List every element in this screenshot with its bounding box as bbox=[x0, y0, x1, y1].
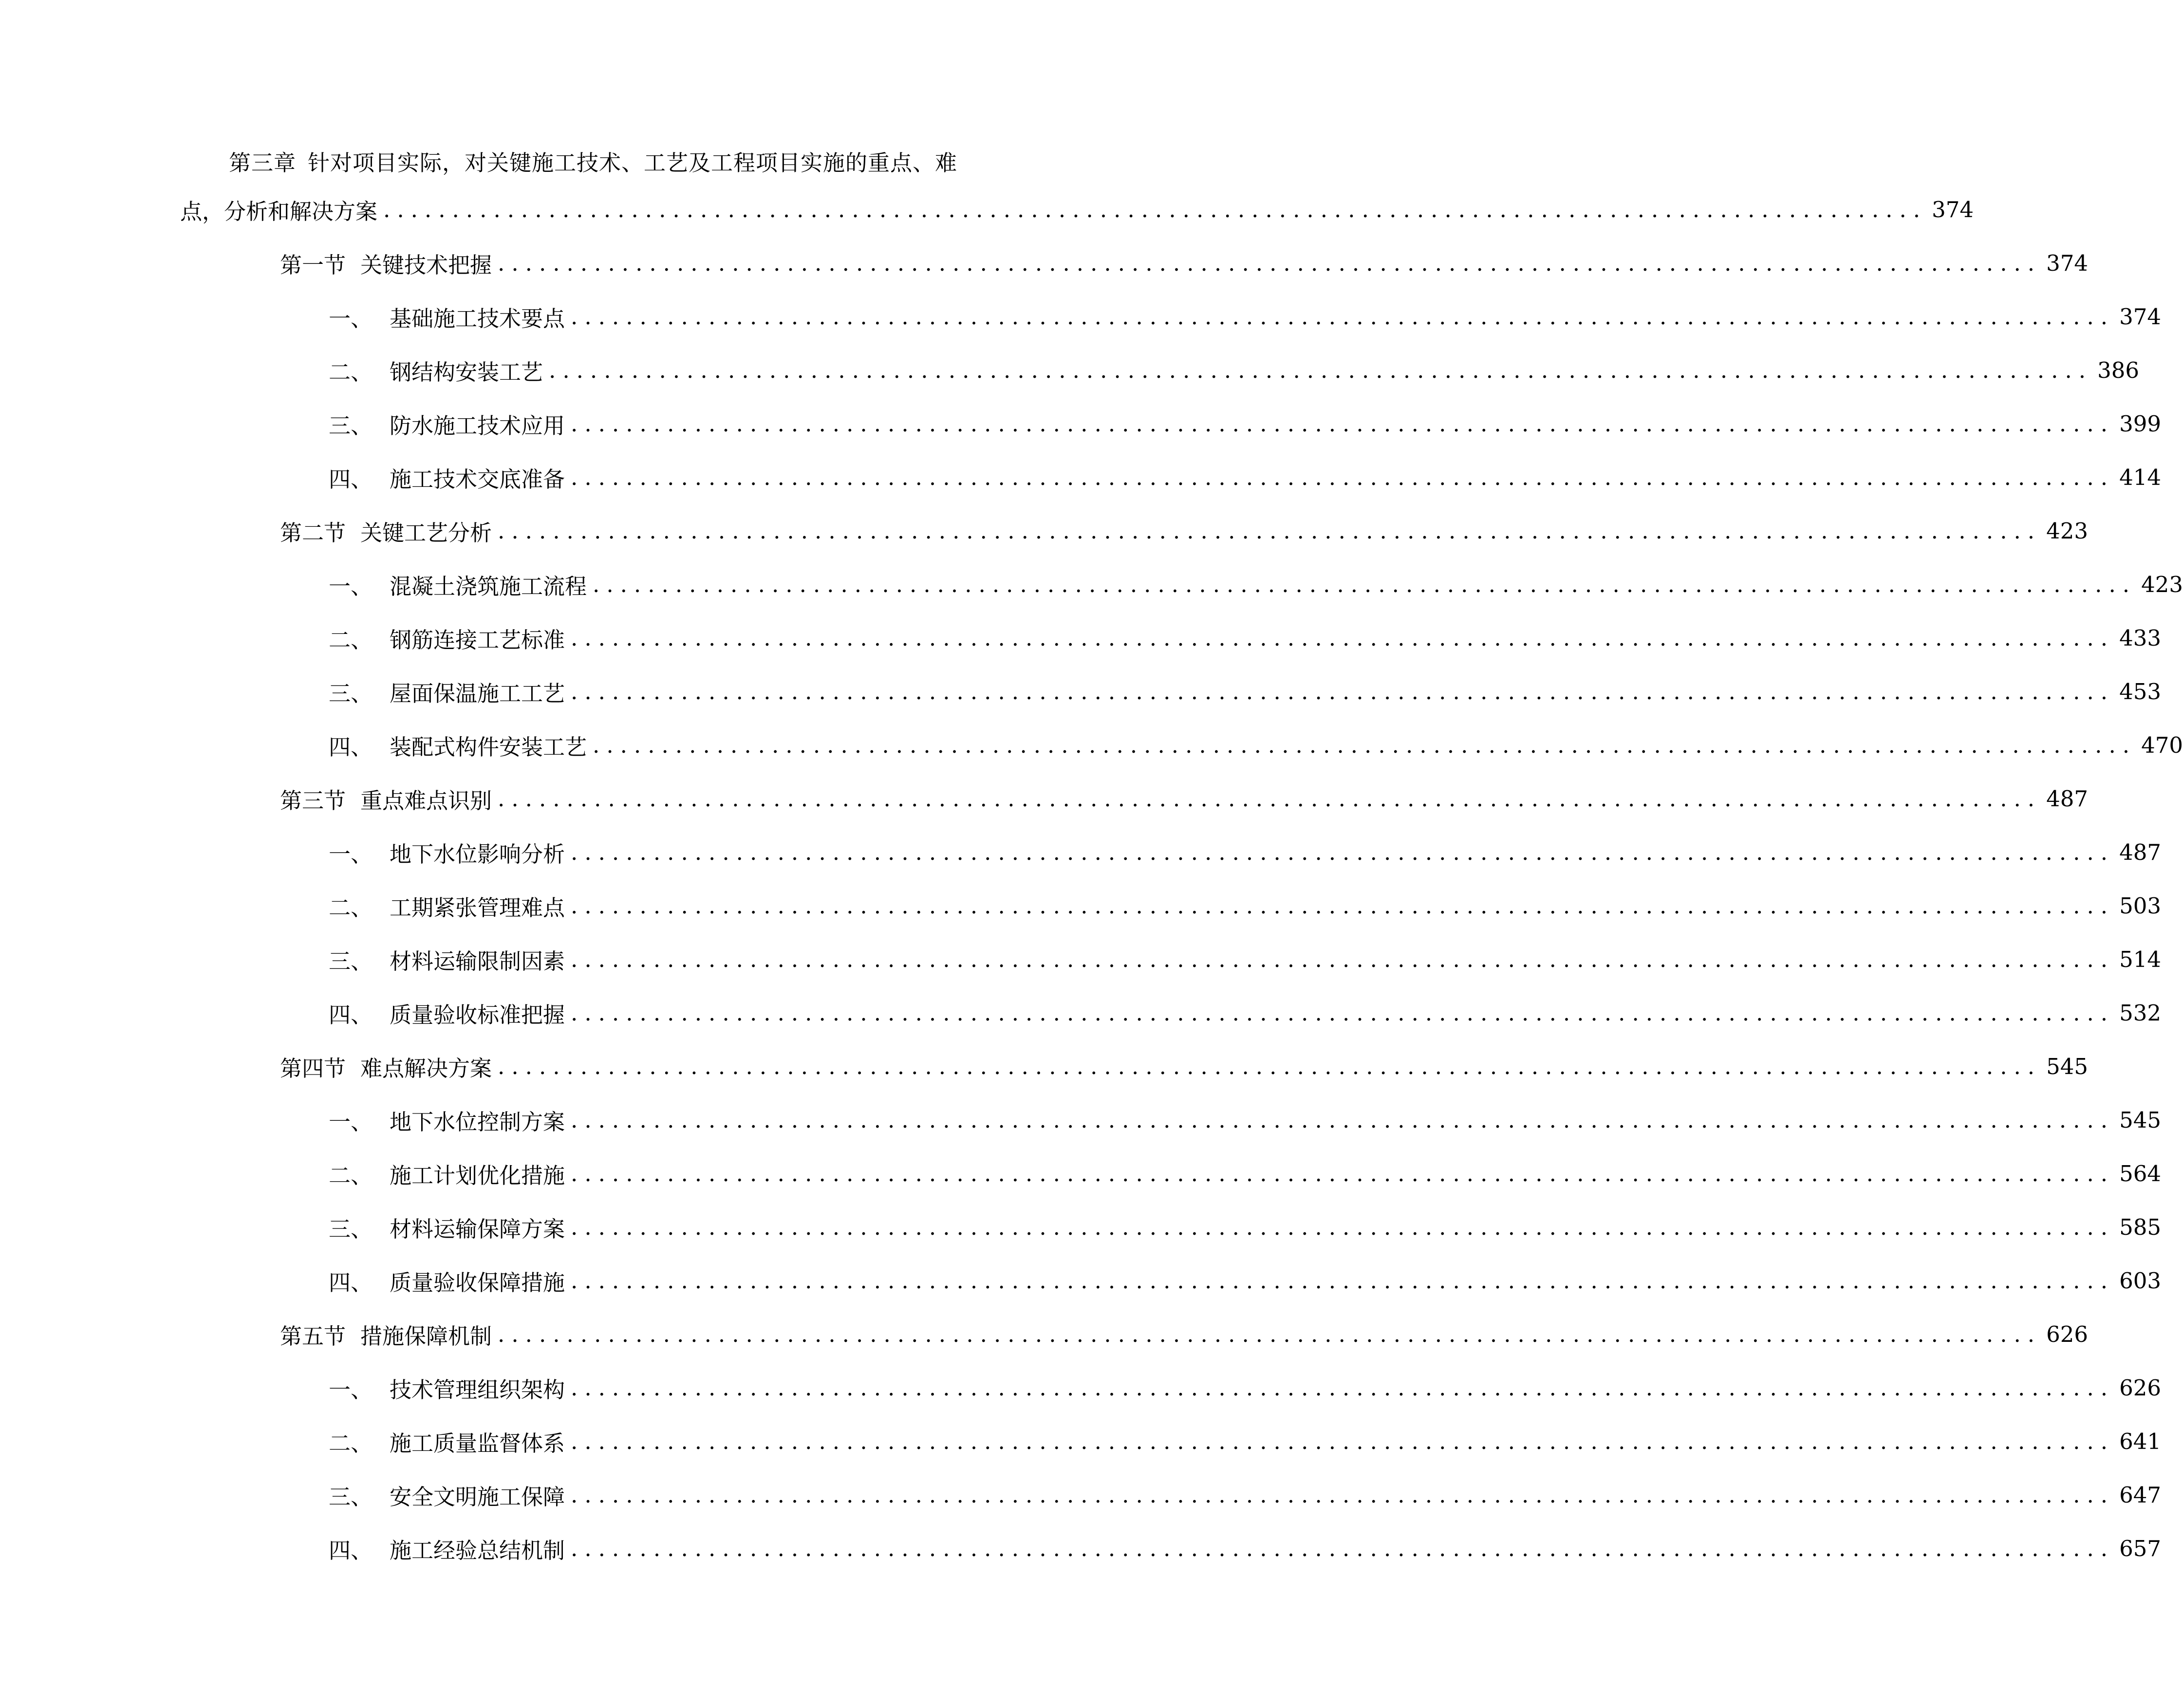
section-number: 第二节 bbox=[280, 520, 346, 546]
section-toc-entry[interactable] bbox=[280, 1312, 2089, 1356]
dot-leader: ................................................................................................................ bbox=[571, 839, 2115, 865]
dot-leader: ................................................................................................................ bbox=[498, 518, 2042, 544]
item-title: 地下水位控制方案 bbox=[390, 1109, 565, 1135]
dot-leader: ................................................................................................................ bbox=[571, 1000, 2115, 1026]
item-toc-entry[interactable] bbox=[329, 1205, 2161, 1249]
section-page-number: 423 bbox=[2046, 518, 2089, 544]
dot-leader: ................................................................................................................ bbox=[571, 946, 2115, 972]
section-number: 第四节 bbox=[280, 1055, 346, 1081]
item-title: 屋面保温施工工艺 bbox=[390, 680, 565, 706]
item-title: 质量验收标准把握 bbox=[390, 1002, 565, 1028]
dot-leader: ................................................................................................................ bbox=[498, 250, 2042, 276]
dot-leader: ................................................................................................................ bbox=[571, 892, 2115, 919]
section-title: 关键技术把握 bbox=[360, 252, 492, 278]
item-toc-entry[interactable] bbox=[329, 669, 2161, 713]
item-page-number: 585 bbox=[2119, 1214, 2161, 1240]
item-title: 材料运输保障方案 bbox=[390, 1216, 565, 1242]
item-page-number: 532 bbox=[2119, 1000, 2161, 1026]
item-toc-entry[interactable] bbox=[329, 1419, 2161, 1463]
item-toc-entry[interactable] bbox=[329, 723, 2183, 767]
item-page-number: 423 bbox=[2141, 571, 2183, 597]
item-toc-entry[interactable] bbox=[329, 1151, 2161, 1195]
item-number: 三、 bbox=[329, 1484, 373, 1510]
dot-leader: ................................................................................................................ bbox=[571, 1107, 2115, 1133]
dot-leader: ................................................................................................................ bbox=[593, 571, 2137, 597]
item-page-number: 545 bbox=[2119, 1107, 2161, 1133]
item-title: 防水施工技术应用 bbox=[390, 412, 565, 439]
item-title: 混凝土浇筑施工流程 bbox=[390, 573, 587, 599]
chapter-heading-line1 bbox=[229, 141, 1027, 185]
item-toc-entry[interactable] bbox=[329, 1526, 2161, 1570]
item-title: 施工经验总结机制 bbox=[390, 1537, 565, 1563]
item-toc-entry[interactable] bbox=[329, 991, 2161, 1035]
section-number: 第一节 bbox=[280, 252, 346, 278]
dot-leader: ................................................................................................................ bbox=[498, 1321, 2042, 1347]
item-title: 装配式构件安装工艺 bbox=[390, 734, 587, 760]
item-number: 四、 bbox=[329, 1002, 373, 1028]
item-page-number: 399 bbox=[2119, 410, 2161, 437]
section-toc-entry[interactable] bbox=[280, 241, 2089, 285]
item-number: 三、 bbox=[329, 680, 373, 706]
item-title: 基础施工技术要点 bbox=[390, 305, 565, 332]
dot-leader: ................................................................................................................ bbox=[571, 303, 2115, 330]
item-number: 三、 bbox=[329, 412, 373, 439]
dot-leader: ................................................................................................................ bbox=[571, 1374, 2115, 1401]
section-toc-entry[interactable] bbox=[280, 1044, 2089, 1088]
item-page-number: 487 bbox=[2119, 839, 2161, 865]
item-title: 施工技术交底准备 bbox=[390, 466, 565, 492]
chapter-toc-entry[interactable] bbox=[180, 187, 1974, 231]
item-page-number: 374 bbox=[2119, 303, 2161, 330]
item-number: 一、 bbox=[329, 1109, 373, 1135]
item-page-number: 453 bbox=[2119, 678, 2161, 705]
dot-leader: ................................................................................................................ bbox=[549, 357, 2093, 383]
item-page-number: 641 bbox=[2119, 1428, 2161, 1454]
dot-leader: ................................................................................................................ bbox=[571, 678, 2115, 705]
dot-leader: ................................................................................................................ bbox=[571, 1482, 2115, 1508]
item-title: 材料运输限制因素 bbox=[390, 948, 565, 974]
item-page-number: 514 bbox=[2119, 946, 2161, 972]
section-number: 第五节 bbox=[280, 1323, 346, 1349]
item-page-number: 414 bbox=[2119, 464, 2161, 490]
item-toc-entry[interactable] bbox=[329, 884, 2161, 928]
item-page-number: 386 bbox=[2097, 357, 2139, 383]
item-title: 施工计划优化措施 bbox=[390, 1162, 565, 1188]
section-toc-entry[interactable] bbox=[280, 509, 2089, 553]
dot-leader: ................................................................................................................ bbox=[593, 732, 2137, 758]
dot-leader: ................................................................................................................ bbox=[571, 625, 2115, 651]
item-title: 质量验收保障措施 bbox=[390, 1269, 565, 1296]
item-title: 技术管理组织架构 bbox=[390, 1376, 565, 1403]
item-toc-entry[interactable] bbox=[329, 616, 2161, 660]
item-toc-entry[interactable] bbox=[329, 455, 2161, 499]
section-title: 难点解决方案 bbox=[360, 1055, 492, 1081]
dot-leader: ................................................................................................................ bbox=[571, 1160, 2115, 1187]
item-title: 钢结构安装工艺 bbox=[390, 359, 543, 385]
item-page-number: 657 bbox=[2119, 1535, 2161, 1561]
item-toc-entry[interactable] bbox=[329, 562, 2183, 606]
item-number: 二、 bbox=[329, 1162, 373, 1188]
item-toc-entry[interactable] bbox=[329, 295, 2161, 338]
item-toc-entry[interactable] bbox=[329, 830, 2161, 874]
item-page-number: 470 bbox=[2141, 732, 2183, 758]
item-number: 一、 bbox=[329, 1376, 373, 1403]
item-number: 四、 bbox=[329, 1537, 373, 1563]
dot-leader: ................................................................................................................ bbox=[571, 1428, 2115, 1454]
item-title: 施工质量监督体系 bbox=[390, 1430, 565, 1456]
section-toc-entry[interactable] bbox=[280, 777, 2089, 820]
dot-leader: ................................................................................................................ bbox=[571, 1214, 2115, 1240]
item-number: 二、 bbox=[329, 627, 373, 653]
item-title: 工期紧张管理难点 bbox=[390, 894, 565, 921]
item-number: 四、 bbox=[329, 734, 373, 760]
dot-leader: ................................................................................................................ bbox=[383, 196, 1927, 223]
section-page-number: 374 bbox=[2046, 250, 2089, 276]
section-number: 第三节 bbox=[280, 787, 346, 814]
item-toc-entry[interactable] bbox=[329, 1473, 2161, 1517]
item-page-number: 603 bbox=[2119, 1267, 2161, 1294]
item-number: 三、 bbox=[329, 948, 373, 974]
item-page-number: 647 bbox=[2119, 1482, 2161, 1508]
item-page-number: 433 bbox=[2119, 625, 2161, 651]
item-number: 一、 bbox=[329, 305, 373, 332]
item-page-number: 564 bbox=[2119, 1160, 2161, 1187]
dot-leader: ................................................................................................................ bbox=[498, 1053, 2042, 1079]
item-toc-entry[interactable] bbox=[329, 348, 2139, 392]
item-number: 一、 bbox=[329, 841, 373, 867]
section-title: 关键工艺分析 bbox=[360, 520, 492, 546]
item-number: 一、 bbox=[329, 573, 373, 599]
item-toc-entry[interactable] bbox=[329, 1098, 2161, 1142]
dot-leader: ................................................................................................................ bbox=[571, 1535, 2115, 1561]
item-page-number: 503 bbox=[2119, 892, 2161, 919]
dot-leader: ................................................................................................................ bbox=[571, 464, 2115, 490]
dot-leader: ................................................................................................................ bbox=[498, 785, 2042, 812]
item-toc-entry[interactable] bbox=[329, 937, 2161, 981]
item-number: 二、 bbox=[329, 1430, 373, 1456]
section-page-number: 487 bbox=[2046, 785, 2089, 812]
section-page-number: 626 bbox=[2046, 1321, 2089, 1347]
item-title: 地下水位影响分析 bbox=[390, 841, 565, 867]
item-number: 二、 bbox=[329, 359, 373, 385]
chapter-page-number: 374 bbox=[1932, 196, 1974, 223]
item-title: 安全文明施工保障 bbox=[390, 1484, 565, 1510]
section-page-number: 545 bbox=[2046, 1053, 2089, 1079]
item-toc-entry[interactable] bbox=[329, 1366, 2161, 1410]
item-page-number: 626 bbox=[2119, 1374, 2161, 1401]
chapter-title-line1: 针对项目实际，对关键施工技术、工艺及工程项目实施的重点、难 bbox=[308, 150, 958, 176]
item-number: 二、 bbox=[329, 894, 373, 921]
item-number: 三、 bbox=[329, 1216, 373, 1242]
item-number: 四、 bbox=[329, 1269, 373, 1296]
item-toc-entry[interactable] bbox=[329, 1259, 2161, 1302]
chapter-number: 第三章 bbox=[229, 150, 297, 176]
item-toc-entry[interactable] bbox=[329, 402, 2161, 446]
section-title: 重点难点识别 bbox=[360, 787, 492, 814]
item-number: 四、 bbox=[329, 466, 373, 492]
chapter-title-line2: 点，分析和解决方案 bbox=[180, 198, 378, 224]
item-title: 钢筋连接工艺标准 bbox=[390, 627, 565, 653]
section-title: 措施保障机制 bbox=[360, 1323, 492, 1349]
dot-leader: ................................................................................................................ bbox=[571, 1267, 2115, 1294]
dot-leader: ................................................................................................................ bbox=[571, 410, 2115, 437]
